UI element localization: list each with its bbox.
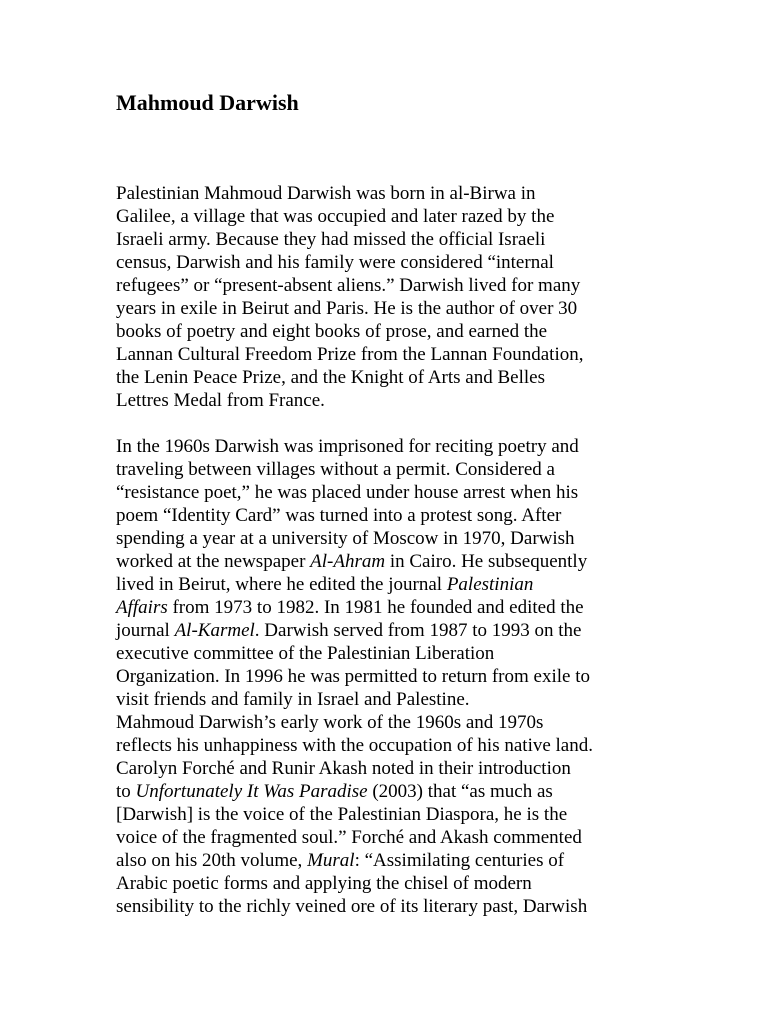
- document-page: [116, 88, 656, 917]
- text-line: executive committee of the Palestinian Liberation: [116, 643, 495, 664]
- text-line: census, Darwish and his family were considered “internal: [116, 252, 554, 273]
- text-line: [116, 573, 590, 596]
- text-line: traveling between villages without a permit. Considered a: [116, 459, 555, 480]
- text-segment: worked at the newspaper: [116, 551, 311, 572]
- text-line: Lannan Cultural Freedom Prize from the Lannan Foundation,: [116, 344, 584, 365]
- text-line: [Darwish] is the voice of the Palestinian Diaspora, he is the: [116, 804, 568, 825]
- text-line: books of poetry and eight books of prose, and earned the: [116, 321, 548, 342]
- journal-title: Al-Karmel: [174, 620, 255, 641]
- text-line: In the 1960s Darwish was imprisoned for reciting poetry and: [116, 436, 579, 457]
- text-segment: : “Assimilating centuries of: [354, 850, 565, 871]
- text-line: visit friends and family in Israel and Palestine.: [116, 689, 470, 710]
- text-line: reflects his unhappiness with the occupation of his native land.: [116, 735, 593, 756]
- text-line: sensibility to the richly veined ore of its literary past, Darwish: [116, 896, 588, 917]
- text-line: [116, 619, 590, 642]
- text-line: Mahmoud Darwish’s early work of the 1960s and 1970s: [116, 712, 544, 733]
- text-segment: to: [116, 781, 136, 802]
- text-line: Israeli army. Because they had missed the official Israeli: [116, 229, 546, 250]
- text-line: [116, 550, 590, 573]
- text-line: years in exile in Beirut and Paris. He is the author of over 30: [116, 298, 578, 319]
- text-line: Arabic poetic forms and applying the chisel of modern: [116, 873, 532, 894]
- text-line: Carolyn Forché and Runir Akash noted in their introduction: [116, 758, 571, 779]
- newspaper-title: Al-Ahram: [310, 551, 386, 572]
- text-line: “resistance poet,” he was placed under house arrest when his: [116, 482, 579, 503]
- text-line: Lettres Medal from France.: [116, 390, 325, 411]
- text-line: Palestinian Mahmoud Darwish was born in al-Birwa in: [116, 183, 536, 204]
- paragraph-biography: [116, 182, 584, 412]
- text-line: poem “Identity Card” was turned into a protest song. After: [116, 505, 562, 526]
- book-title: Unfortunately It Was Paradise: [135, 781, 368, 802]
- paragraph-early-work: [116, 711, 593, 918]
- book-title: Mural: [307, 850, 355, 871]
- text-line: [116, 596, 590, 619]
- text-line: voice of the fragmented soul.” Forché and Akash commented: [116, 827, 582, 848]
- paragraph-career: [116, 435, 590, 711]
- document-title: Mahmoud Darwish: [116, 90, 299, 115]
- text-line: Galilee, a village that was occupied and later razed by the: [116, 206, 555, 227]
- text-line: spending a year at a university of Moscow in 1970, Darwish: [116, 528, 575, 549]
- text-line: the Lenin Peace Prize, and the Knight of Arts and Belles: [116, 367, 545, 388]
- text-segment: journal: [116, 620, 175, 641]
- text-line: [116, 849, 593, 872]
- journal-title: Affairs: [116, 597, 168, 618]
- text-line: refugees” or “present-absent aliens.” Darwish lived for many: [116, 275, 581, 296]
- text-segment: in Cairo. He subsequently: [385, 551, 588, 572]
- text-line: Organization. In 1996 he was permitted to return from exile to: [116, 666, 590, 687]
- text-segment: (2003) that “as much as: [367, 781, 553, 802]
- text-segment: also on his 20th volume,: [116, 850, 308, 871]
- text-segment: lived in Beirut, where he edited the journal: [116, 574, 447, 595]
- text-segment: . Darwish served from 1987 to 1993 on the: [254, 620, 582, 641]
- journal-title: Palestinian: [446, 574, 534, 595]
- text-line: [116, 780, 593, 803]
- text-segment: from 1973 to 1982. In 1981 he founded and edited the: [167, 597, 584, 618]
